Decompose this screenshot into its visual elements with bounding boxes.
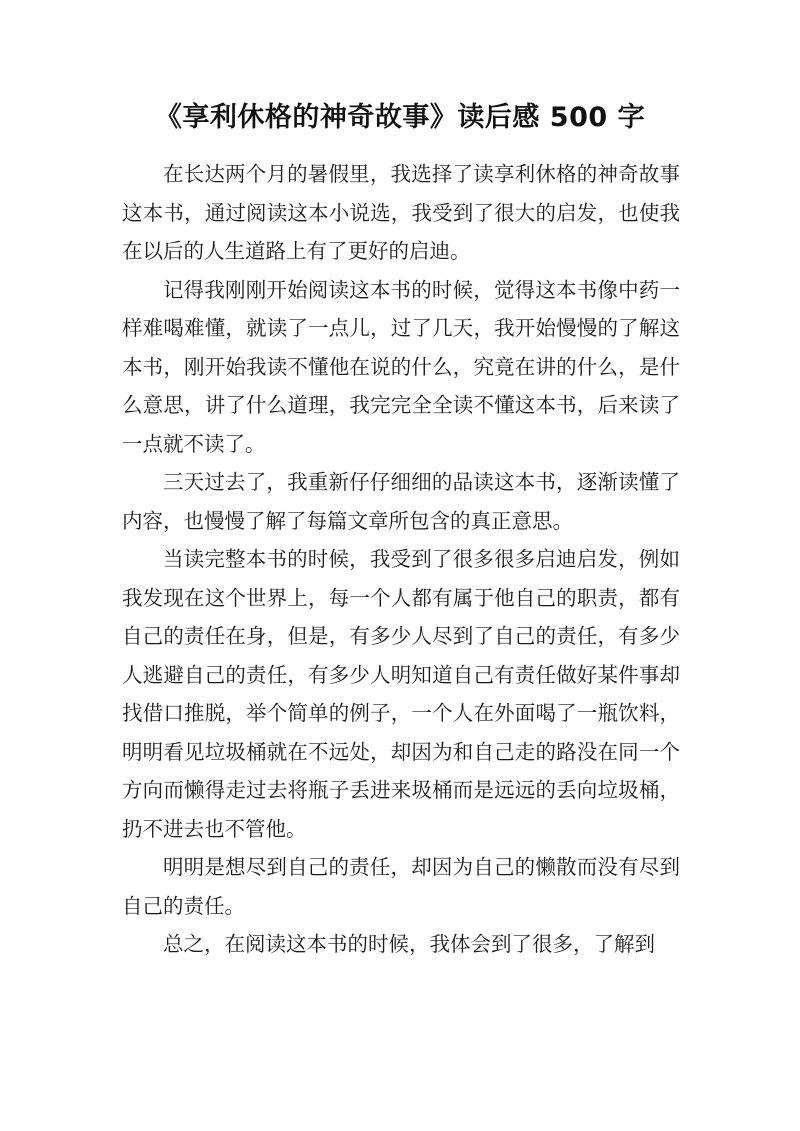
paragraph: 记得我刚刚开始阅读这本书的时候，觉得这本书像中药一样难喝难懂，就读了一点儿，过了几天，我开始慢慢的了解这本书，刚开始我读不懂他在说的什么，究竟在讲的什么，是什么意思，讲了什么道理，我完完全全读不懂这本书，后来读了一点就不读了。 (122, 277, 680, 456)
document-body (122, 155, 680, 964)
paragraph: 总之，在阅读这本书的时候，我体会到了很多，了解到 (163, 932, 655, 956)
document-title: 《享利休格的神奇故事》读后感 500 字 (154, 102, 646, 133)
paragraph: 当读完整本书的时候，我受到了很多很多启迪启发，例如我发现在这个世界上，每一个人都有属于他自己的职责，都有自己的责任在身，但是，有多少人尽到了自己的责任，有多少人逃避自己的责任，有多少人明知道自己有责任做好某件事却找借口推脱，举个简单的例子，一个人在外面喝了一瓶饮料，明明看见垃圾桶就在不远处，却因为和自己走的路没在同一个方向而懒得走过去将瓶子丢进来圾桶而是远远的丢向垃圾桶，扔不进去也不管他。 (122, 547, 680, 841)
paragraph: 明明是想尽到自己的责任，却因为自己的懒散而没有尽到自己的责任。 (122, 855, 680, 918)
paragraph: 在长达两个月的暑假里，我选择了读享利休格的神奇故事这本书，通过阅读这本小说选，我受到了很大的启发，也使我在以后的人生道路上有了更好的启迪。 (122, 162, 680, 263)
paragraph: 三天过去了，我重新仔仔细细的品读这本书，逐渐读懂了内容，也慢慢了解了每篇文章所包含的真正意思。 (122, 470, 680, 533)
